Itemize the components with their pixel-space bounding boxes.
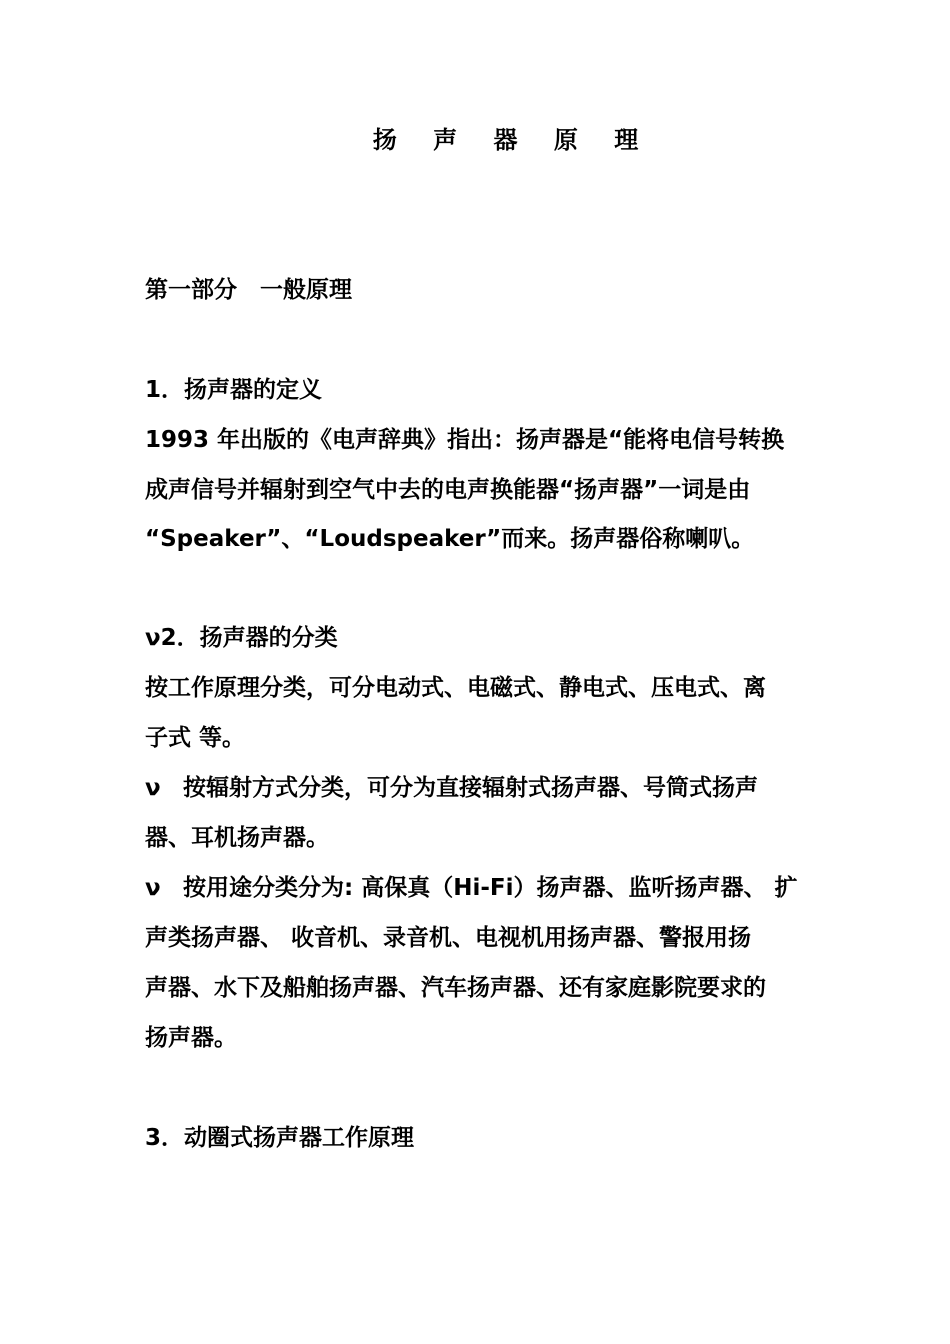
section-2-bullet-2-line-2: 声类扬声器、 收音机、录音机、电视机用扬声器、警报用扬 bbox=[145, 925, 752, 951]
bullet-marker: ν bbox=[145, 875, 161, 901]
section-2-para-1-line-1: 按工作原理分类，可分电动式、电磁式、静电式、压电式、离 bbox=[145, 675, 766, 701]
bullet-1-text: 按辐射方式分类，可分为直接辐射式扬声器、号筒式扬声 bbox=[183, 775, 758, 801]
section-2-para-1-line-2: 子式 等。 bbox=[145, 725, 246, 751]
section-2-bullet-1-line-1 bbox=[145, 770, 758, 806]
section-3-heading: 3．动圈式扬声器工作原理 bbox=[145, 1125, 415, 1151]
bullet-2-text: 按用途分类分为: 高保真（Hi-Fi）扬声器、监听扬声器、 扩 bbox=[183, 875, 798, 901]
section-1-line-2: 成声信号并辐射到空气中去的电声换能器“扬声器”一词是由 bbox=[145, 477, 751, 503]
section-1-line-1: 1993 年出版的《电声辞典》指出：扬声器是“能将电信号转换 bbox=[145, 427, 785, 453]
section-2-bullet-2-line-4: 扬声器。 bbox=[145, 1025, 237, 1051]
part-heading: 第一部分 一般原理 bbox=[145, 277, 352, 303]
section-1-heading: 1．扬声器的定义 bbox=[145, 377, 323, 403]
section-2-heading: ν2．扬声器的分类 bbox=[145, 625, 338, 651]
document-title: 扬 声 器 原 理 bbox=[372, 126, 653, 154]
section-2-bullet-2-line-3: 声器、水下及船舶扬声器、汽车扬声器、还有家庭影院要求的 bbox=[145, 975, 766, 1001]
section-1-line-3: “Speaker”、“Loudspeaker”而来。扬声器俗称喇叭。 bbox=[145, 526, 755, 552]
section-2-bullet-2-line-1 bbox=[145, 870, 798, 906]
section-2-bullet-1-line-2: 器、耳机扬声器。 bbox=[145, 825, 329, 851]
bullet-marker: ν bbox=[145, 775, 161, 801]
